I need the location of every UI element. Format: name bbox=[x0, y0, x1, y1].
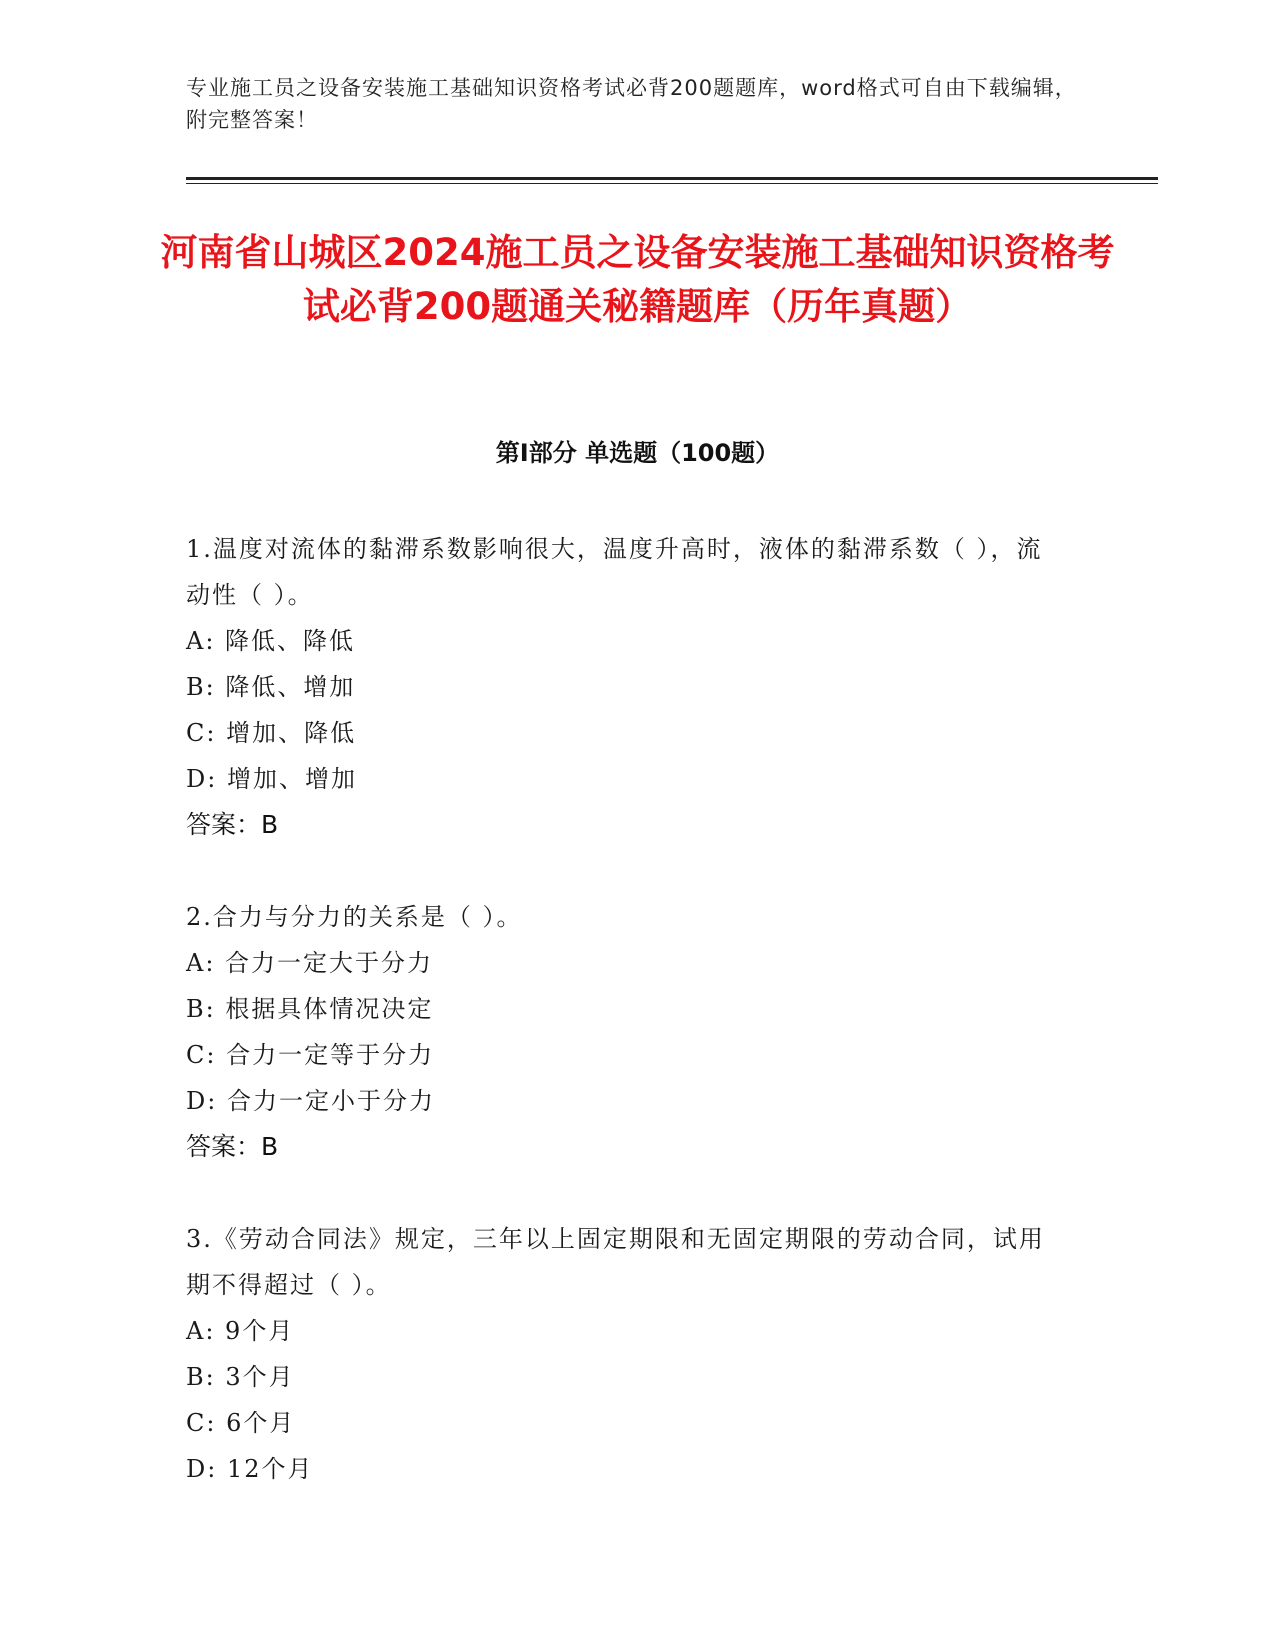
section-title: 第Ⅰ部分 单选题（100题） bbox=[495, 439, 780, 467]
answer: 答案：B bbox=[186, 810, 279, 839]
header-divider-thick bbox=[186, 177, 1158, 180]
question-stem: 1.温度对流体的黏滞系数影响很大，温度升高时，液体的黏滞系数（ ），流动性（ ）。 bbox=[186, 535, 1043, 609]
question-stem: 3.《劳动合同法》规定，三年以上固定期限和无固定期限的劳动合同，试用期不得超过（ ）。 bbox=[186, 1225, 1045, 1299]
option-b: B: 3个月 bbox=[186, 1363, 295, 1391]
answer: 答案：B bbox=[186, 1132, 279, 1161]
option-b: B: 根据具体情况决定 bbox=[186, 995, 434, 1023]
option-c: C: 增加、降低 bbox=[186, 719, 357, 747]
option-d: D: 12个月 bbox=[186, 1455, 314, 1483]
option-a: A: 9个月 bbox=[186, 1317, 295, 1345]
document-title: 河南省山城区2024施工员之设备安装施工基础知识资格考试必背200题通关秘籍题库（历年真题） bbox=[160, 231, 1115, 328]
question-2 bbox=[186, 894, 1066, 1170]
option-d: D: 合力一定小于分力 bbox=[186, 1087, 435, 1115]
question-stem: 2.合力与分力的关系是（ ）。 bbox=[186, 903, 523, 931]
header-note: 专业施工员之设备安装施工基础知识资格考试必背200题题库，word格式可自由下载编辑，附完整答案！ bbox=[186, 76, 1077, 132]
option-c: C: 6个月 bbox=[186, 1409, 296, 1437]
question-3 bbox=[186, 1216, 1066, 1492]
option-a: A: 合力一定大于分力 bbox=[186, 949, 434, 977]
question-1 bbox=[186, 526, 1066, 848]
option-c: C: 合力一定等于分力 bbox=[186, 1041, 435, 1069]
option-a: A: 降低、降低 bbox=[186, 627, 356, 655]
option-d: D: 增加、增加 bbox=[186, 765, 357, 793]
header-divider-thin bbox=[186, 183, 1158, 184]
question-list bbox=[186, 526, 1066, 1538]
option-b: B: 降低、增加 bbox=[186, 673, 356, 701]
